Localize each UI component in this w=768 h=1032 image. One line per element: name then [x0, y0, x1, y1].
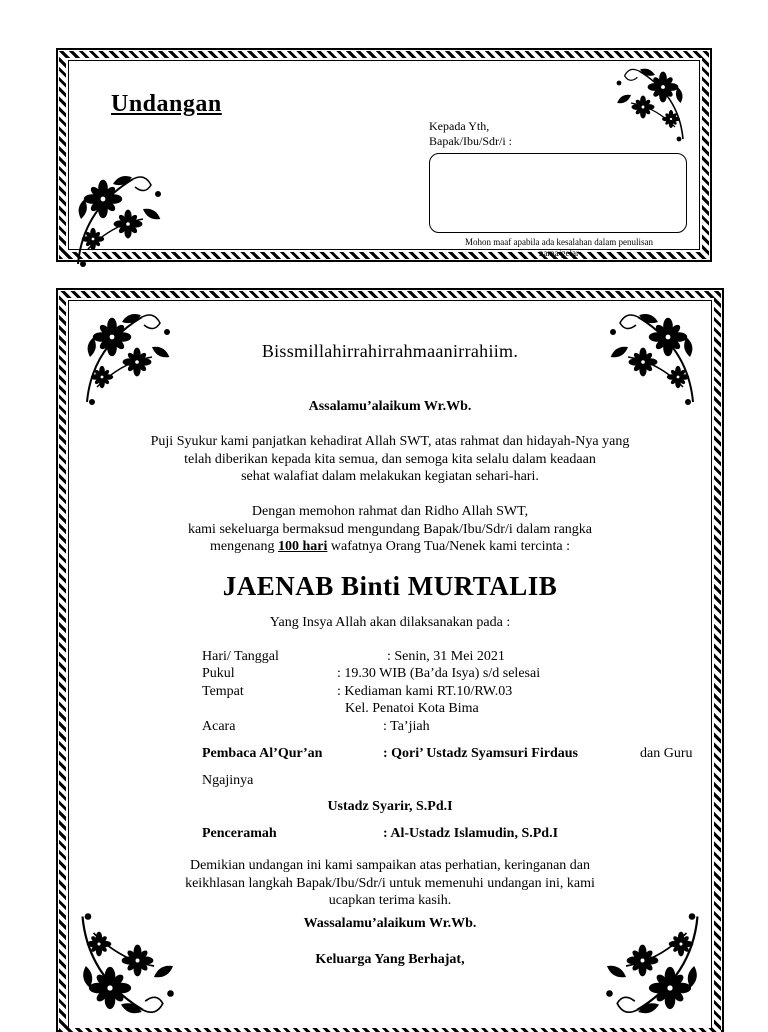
time-value: : 19.30 WIB (Ba’da Isya) s/d selesai	[337, 666, 541, 681]
reader-value: : Qori’ Ustadz Syamsuri Firdaus	[383, 746, 578, 761]
envelope-card	[56, 48, 712, 262]
speaker-value: : Al-Ustadz Islamudin, S.Pd.I	[383, 826, 559, 841]
paragraph-line: sehat walafiat dalam melakukan kegiatan sehari-hari.	[241, 469, 539, 484]
paragraph-line: keikhlasan langkah Bapak/Ibu/Sdr/i untuk memenuhi undangan ini, kami	[185, 875, 595, 891]
signature: Keluarga Yang Berhajat,	[315, 952, 465, 967]
event-label: Acara	[202, 719, 236, 734]
deceased-name: JAENAB Binti MURTALIB	[222, 571, 558, 601]
invitation-paragraph	[69, 503, 711, 556]
greeting: Assalamu’alaikum Wr.Wb.	[308, 399, 472, 414]
addressee-line-1: Kepada Yth,	[429, 119, 490, 133]
floral-ornament-icon	[73, 169, 173, 269]
schedule-intro: Yang Insya Allah akan dilaksanakan pada :	[269, 615, 511, 630]
address-box[interactable]	[429, 153, 687, 233]
second-reader: Ustadz Syarir, S.Pd.I	[327, 799, 453, 814]
paragraph-line: telah diberikan kepada kita semua, dan semoga kita selalu dalam keadaan	[184, 451, 596, 467]
day-label: Hari/ Tanggal	[202, 649, 279, 664]
invitation-inner	[68, 300, 712, 1028]
place-value-2: Kel. Penatoi Kota Bima	[345, 701, 479, 716]
paragraph-text: wafatnya Orang Tua/Nenek kami tercinta :	[327, 539, 570, 554]
reader-suffix: dan Guru	[640, 746, 693, 761]
envelope-title: Undangan	[111, 91, 222, 117]
paragraph-line: Demikian undangan ini kami sampaikan atas perhatian, keringanan dan	[189, 858, 591, 873]
reader-continuation: Ngajinya	[202, 773, 254, 788]
event-value: : Ta’jiah	[383, 719, 430, 734]
apology-note: Mohon maaf apabila ada kesalahan dalam penulisan nama/gelar	[465, 237, 653, 258]
place-value: : Kediaman kami RT.10/RW.03	[337, 684, 513, 699]
bismillah: Bissmillahirrahirrahmaanirrahiim.	[261, 341, 519, 361]
day-value: : Senin, 31 Mei 2021	[387, 649, 505, 664]
floral-ornament-icon	[597, 63, 697, 143]
addressee-label	[429, 119, 512, 149]
place-label: Tempat	[202, 684, 244, 699]
paragraph-line: Dengan memohon rahmat dan Ridho Allah SWT,	[251, 504, 529, 519]
paragraph-line: kami sekeluarga bermaksud mengundang Bapak/Ibu/Sdr/i dalam rangka	[187, 521, 593, 537]
commemoration-days: 100 hari	[278, 539, 328, 554]
paragraph-line: Puji Syukur kami panjatkan kehadirat Allah SWT, atas rahmat dan hidayah-Nya yang	[150, 434, 630, 449]
paragraph-line	[69, 538, 711, 556]
speaker-label: Penceramah	[202, 826, 277, 841]
addressee-line-2: Bapak/Ibu/Sdr/i :	[429, 134, 512, 148]
opening-paragraph	[69, 433, 711, 486]
paragraph-text: mengenang	[209, 539, 279, 554]
envelope-inner	[68, 60, 700, 258]
farewell: Wassalamu’alaikum Wr.Wb.	[303, 916, 477, 931]
closing-paragraph	[69, 857, 711, 910]
reader-label: Pembaca Al’Qur’an	[202, 746, 323, 761]
invitation-card	[56, 288, 724, 1028]
time-label: Pukul	[202, 666, 235, 681]
paragraph-line: ucapkan terima kasih.	[328, 893, 452, 908]
